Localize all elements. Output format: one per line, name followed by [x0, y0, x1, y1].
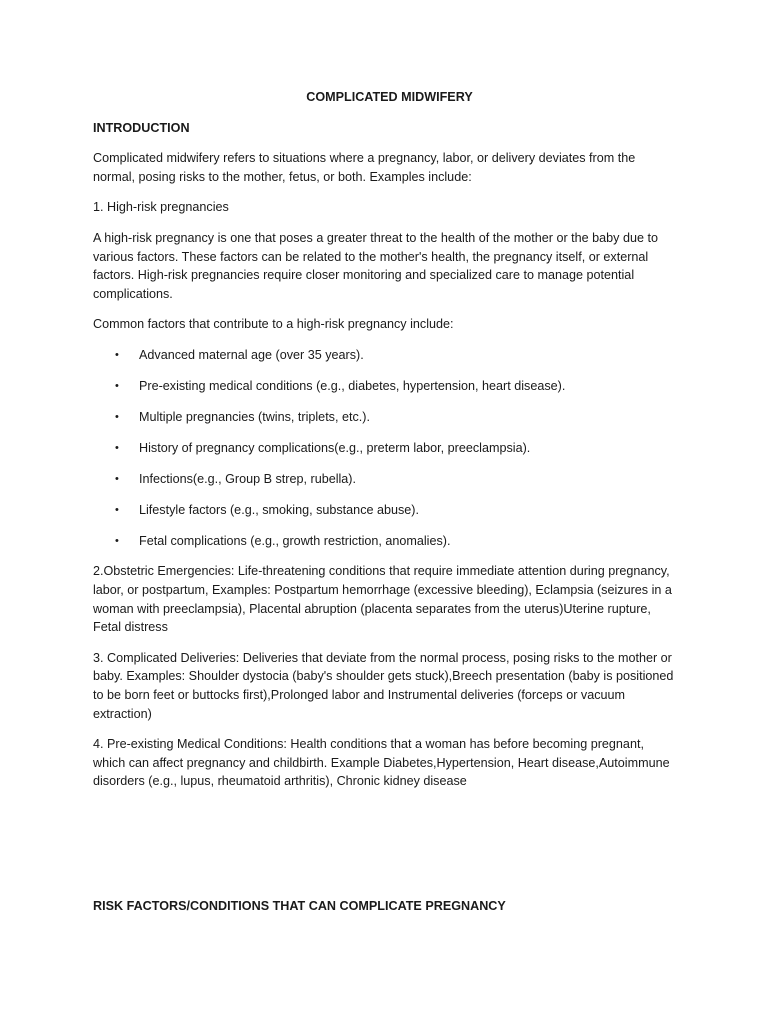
- list-item: [93, 346, 678, 365]
- bullet-icon: •: [115, 472, 119, 485]
- section1-label: 1. High-risk pregnancies: [93, 200, 229, 215]
- blank-space: [93, 803, 678, 897]
- list-item-text: Multiple pregnancies (twins, triplets, etc.).: [139, 409, 370, 424]
- list-item: [93, 470, 678, 489]
- list-item-text: Pre-existing medical conditions (e.g., diabetes, hypertension, heart disease).: [139, 378, 566, 393]
- bullet-icon: •: [115, 503, 119, 516]
- list-item: [93, 532, 678, 551]
- list-item: [93, 408, 678, 427]
- bullet-icon: •: [115, 410, 119, 423]
- list-item-text: Lifestyle factors (e.g., smoking, substance abuse).: [139, 502, 419, 517]
- bullet-icon: •: [115, 348, 119, 361]
- bullet-icon: •: [115, 534, 119, 547]
- list-item-text: Infections(e.g., Group B strep, rubella).: [139, 471, 356, 486]
- list-item: [93, 501, 678, 520]
- section2-paragraph: 2.Obstetric Emergencies: Life-threatening conditions that require immediate attention during pregnancy, labor, or postpartum, Examples: Postpartum hemorrhage (excessive bleeding), Eclampsia (seizures in a woman with preeclampsia), Placental abruption (placenta separates from the uterus)Uterine rupture, Fetal distress: [93, 564, 672, 635]
- list-item-text: History of pregnancy complications(e.g., preterm labor, preeclampsia).: [139, 440, 531, 455]
- section4-paragraph: 4. Pre-existing Medical Conditions: Health conditions that a woman has before becoming pregnant, which can affect pregnancy and childbirth. Example Diabetes,Hypertension, Heart disease,Autoimmune disorders (e.g., lupus, rheumatoid arthritis), Chronic kidney disease: [93, 737, 670, 789]
- section1-paragraph: A high-risk pregnancy is one that poses a greater threat to the health of the mother or the baby due to various factors. These factors can be related to the mother's health, the pregnancy itself, or external factors. High-risk pregnancies require closer monitoring and specialized care to manage potential complications.: [93, 230, 658, 301]
- bullet-icon: •: [115, 379, 119, 392]
- intro-paragraph: Complicated midwifery refers to situations where a pregnancy, labor, or delivery deviates from the normal, posing risks to the mother, fetus, or both. Examples include:: [93, 151, 636, 184]
- list-item: [93, 439, 678, 458]
- bullet-icon: •: [115, 441, 119, 454]
- document-body: [93, 88, 678, 928]
- list-item-text: Advanced maternal age (over 35 years).: [139, 347, 364, 362]
- factors-intro: Common factors that contribute to a high-risk pregnancy include:: [93, 317, 454, 332]
- section3-paragraph: 3. Complicated Deliveries: Deliveries that deviate from the normal process, posing risks to the mother or baby. Examples: Shoulder dystocia (baby's shoulder gets stuck),Breech presentation (baby is positioned to be born feet or buttocks first),Prolonged labor and Instrumental deliveries (forceps or vacuum extraction): [93, 650, 674, 721]
- intro-heading: INTRODUCTION: [93, 120, 190, 135]
- document-title: COMPLICATED MIDWIFERY: [306, 90, 473, 104]
- list-item-text: Fetal complications (e.g., growth restriction, anomalies).: [139, 533, 451, 548]
- risk-factor-list: [93, 346, 678, 551]
- risk-factors-heading: RISK FACTORS/CONDITIONS THAT CAN COMPLICATE PREGNANCY: [93, 898, 506, 913]
- list-item: [93, 377, 678, 396]
